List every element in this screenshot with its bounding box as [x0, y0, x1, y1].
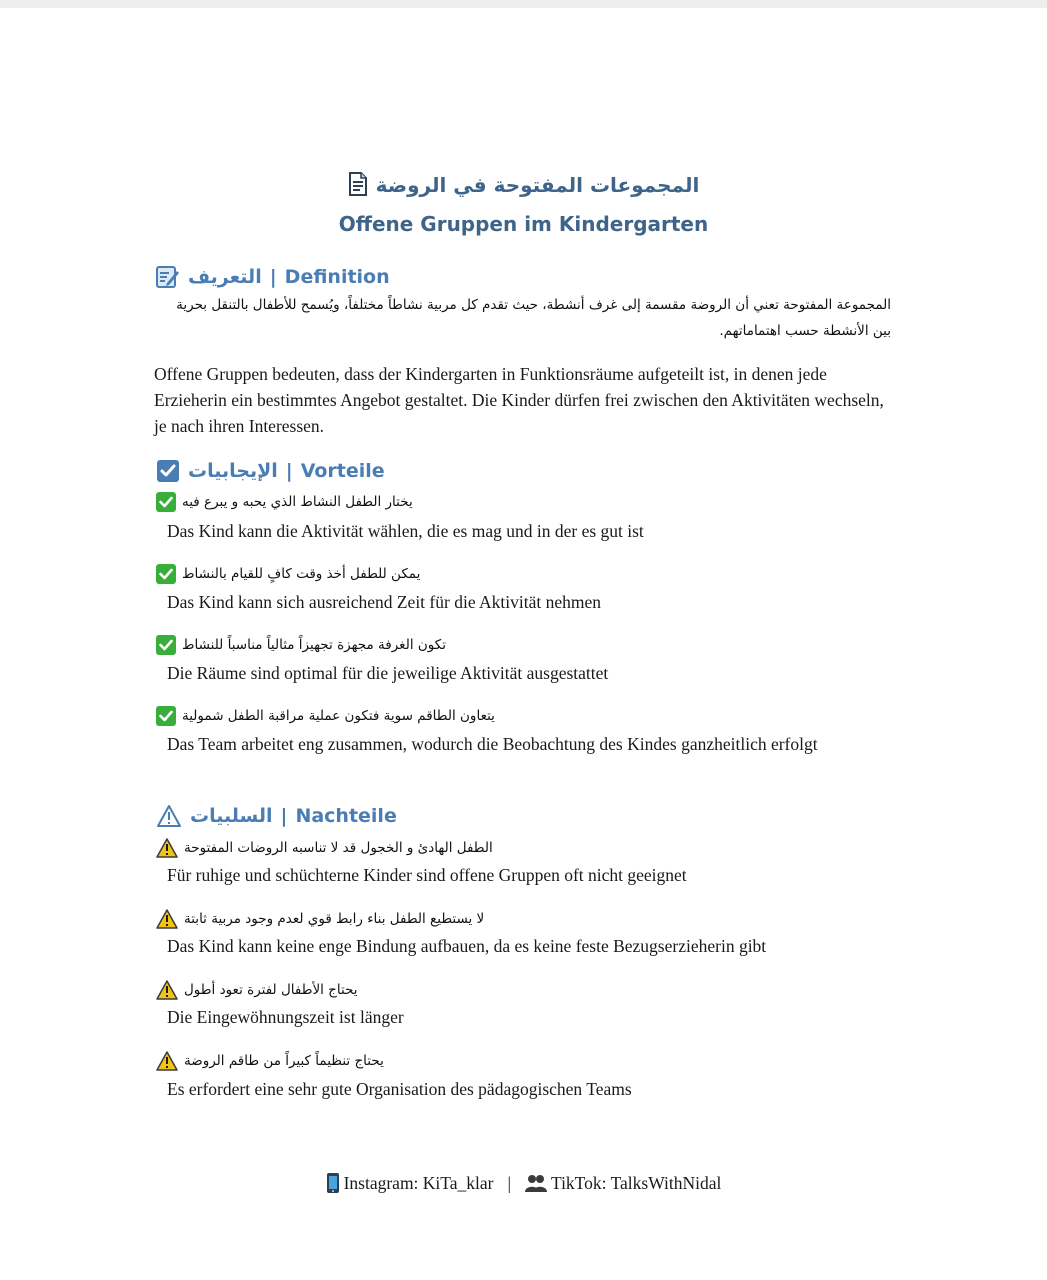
warning-icon	[156, 838, 178, 858]
disadvantage-text-arabic: يحتاج تنظيماً كبيراً من طاقم الروضة	[184, 1053, 384, 1069]
checkbox-icon	[156, 459, 180, 483]
warning-icon	[156, 1051, 178, 1071]
check-mark-icon	[156, 635, 176, 655]
disadvantage-text-german: Für ruhige und schüchterne Kinder sind offene Gruppen oft nicht geeignet	[167, 865, 687, 885]
disadvantages-heading-german: Nachteile	[295, 805, 397, 827]
advantage-text-arabic: يتعاون الطاقم سوية فتكون عملية مراقبة الطفل شمولية	[182, 708, 495, 724]
warning-outline-icon	[156, 804, 182, 828]
advantage-text-german: Das Kind kann die Aktivität wählen, die es mag und in der es gut ist	[167, 521, 644, 541]
definition-heading	[156, 262, 390, 292]
check-mark-icon	[156, 564, 176, 584]
disadvantage-item-arabic	[156, 837, 493, 859]
disadvantage-text-arabic: الطفل الهادئ و الخجول قد لا تناسبه الروضات المفتوحة	[184, 840, 493, 856]
check-mark-icon	[156, 492, 176, 512]
advantage-item-arabic	[156, 705, 495, 727]
definition-text-german: Offene Gruppen bedeuten, dass der Kindergarten in Funktionsräume aufgeteilt ist, in denen jede Erzieherin ein bestimmtes Angebot gestaltet. Die Kinder dürfen frei zwischen den Aktivitäten wechseln, je nach ihren Interessen.	[154, 364, 884, 436]
mobile-phone-icon	[326, 1172, 340, 1194]
disadvantages-heading-arabic: السلبيات	[190, 805, 273, 827]
document-icon	[348, 172, 368, 201]
advantage-text-german: Das Team arbeitet eng zusammen, wodurch die Beobachtung des Kindes ganzheitlich erfolgt	[167, 734, 818, 754]
advantage-text-arabic: تكون الغرفة مجهزة تجهيزاً مثالياً مناسباً للنشاط	[182, 637, 446, 653]
title-arabic	[0, 172, 1047, 201]
heading-separator: |	[269, 266, 277, 288]
disadvantage-text-german: Es erfordert eine sehr gute Organisation des pädagogischen Teams	[167, 1079, 632, 1099]
definition-heading-german: Definition	[284, 266, 390, 288]
definition-heading-arabic: التعريف	[188, 266, 262, 288]
advantage-item-arabic	[156, 563, 420, 585]
memo-icon	[156, 265, 180, 289]
heading-separator: |	[285, 460, 293, 482]
people-icon	[525, 1173, 547, 1193]
check-mark-icon	[156, 706, 176, 726]
advantages-heading	[156, 456, 385, 486]
title-arabic-text: المجموعات المفتوحة في الروضة	[375, 173, 700, 197]
top-bar	[0, 0, 1047, 8]
advantage-text-german: Das Kind kann sich ausreichend Zeit für die Aktivität nehmen	[167, 592, 601, 612]
advantages-heading-german: Vorteile	[300, 460, 385, 482]
disadvantage-text-german: Das Kind kann keine enge Bindung aufbauen, da es keine feste Bezugserzieherin gibt	[167, 936, 767, 956]
advantage-item-arabic	[156, 634, 446, 656]
advantage-text-german: Die Räume sind optimal für die jeweilige Aktivität ausgestattet	[167, 663, 609, 683]
disadvantage-item-arabic	[156, 1050, 384, 1072]
title-german: Offene Gruppen im Kindergarten	[338, 212, 709, 236]
disadvantage-text-german: Die Eingewöhnungszeit ist länger	[167, 1007, 404, 1027]
warning-icon	[156, 909, 178, 929]
advantage-text-arabic: يختار الطفل النشاط الذي يحبه و يبرع فيه	[182, 494, 413, 510]
footer-separator: |	[507, 1172, 511, 1193]
advantage-text-arabic: يمكن للطفل أخذ وقت كافٍ للقيام بالنشاط	[182, 566, 421, 582]
definition-text-arabic: المجموعة المفتوحة تعني أن الروضة مقسمة إلى غرف أنشطة، حيث تقدم كل مربية نشاطاً مختلفاً، ويُسمح للأطفال بالتنقل بحرية بين الأنشطة حسب اهتماماتهم.	[176, 297, 891, 339]
disadvantage-item-arabic	[156, 979, 358, 1001]
disadvantage-text-arabic: لا يستطيع الطفل بناء رابط قوي لعدم وجود مربية ثابتة	[184, 911, 485, 927]
advantage-item-arabic	[156, 491, 413, 513]
heading-separator: |	[280, 805, 288, 827]
instagram-handle: Instagram: KiTa_klar	[343, 1172, 494, 1193]
footer	[0, 1172, 1047, 1194]
warning-icon	[156, 980, 178, 1000]
disadvantage-item-arabic	[156, 908, 484, 930]
disadvantage-text-arabic: يحتاج الأطفال لفترة تعود أطول	[184, 982, 358, 998]
advantages-heading-arabic: الإيجابيات	[188, 460, 278, 482]
disadvantages-heading	[156, 801, 397, 831]
tiktok-handle: TikTok: TalksWithNidal	[551, 1172, 722, 1193]
